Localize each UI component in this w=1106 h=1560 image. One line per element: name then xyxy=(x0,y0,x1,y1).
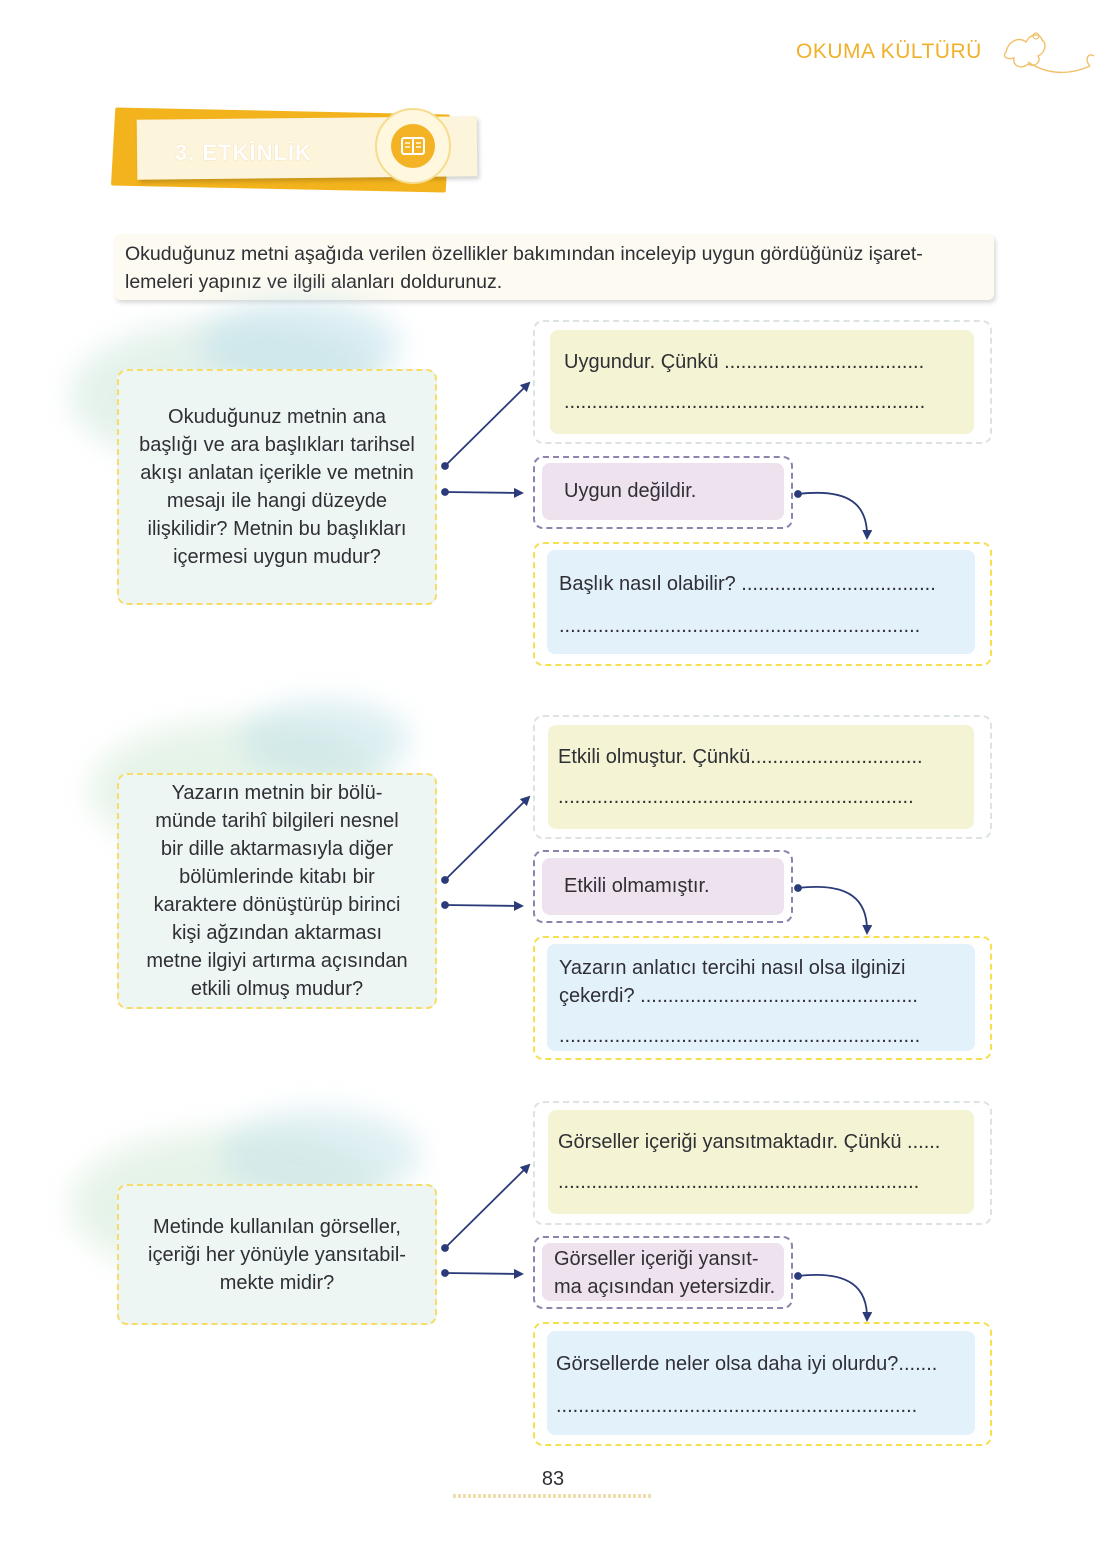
answer-line: ................................................................. xyxy=(558,1171,920,1193)
option-label: Görseller içeriği yansıt- xyxy=(554,1248,759,1270)
option-label: Etkili olmamıştır. xyxy=(564,875,710,897)
section-brand: OKUMA KÜLTÜRÜ xyxy=(796,40,982,63)
answer-line: ................................................................. xyxy=(559,615,921,637)
instructions-line: lemeleri yapınız ve ilgili alanları doldurunuz. xyxy=(125,271,503,293)
page-number: 83 xyxy=(541,1468,565,1490)
answer-line: Uygundur. Çünkü .................................... xyxy=(564,351,925,373)
instructions-line: Okuduğunuz metni aşağıda verilen özellikler bakımından inceleyip uygun gördüğünüz işaret- xyxy=(125,243,923,265)
question-line: Metinde kullanılan görseller, xyxy=(153,1215,401,1238)
option-label: Uygun değildir. xyxy=(564,480,697,502)
question-line: içeriği her yönüyle yansıtabil- xyxy=(148,1243,406,1266)
question-line: etkili olmuş mudur? xyxy=(190,978,364,1000)
arrow-to-followup xyxy=(798,887,867,933)
question-line: münde tarihî bilgileri nesnel xyxy=(155,810,399,832)
question-line: mesajı ile hangi düzeyde xyxy=(166,490,388,512)
answer-line: çekerdi? .................................................. xyxy=(559,985,918,1007)
answer-line: Görsellerde neler olsa daha iyi olurdu?....... xyxy=(556,1353,938,1375)
question-line: bölümlerinde kitabı bir xyxy=(179,866,375,888)
answer-line: Yazarın anlatıcı tercihi nasıl olsa ilginizi xyxy=(559,957,906,979)
arrow-to-negative xyxy=(445,1273,522,1274)
arrow-to-positive xyxy=(445,797,529,880)
question-line: metne ilgiyi artırma açısından xyxy=(146,950,408,972)
arrow-to-followup xyxy=(798,493,867,538)
answer-line: ................................................................ xyxy=(558,786,914,808)
arrow-to-followup xyxy=(798,1275,867,1320)
question-line: bir dille aktarmasıyla diğer xyxy=(160,838,394,860)
question-line: mekte midir? xyxy=(219,1271,335,1294)
answer-line: ................................................................. xyxy=(564,391,926,413)
question-line: karaktere dönüştürüp birinci xyxy=(153,894,401,916)
activity-title: 3. ETKİNLİK xyxy=(175,140,312,165)
question-line: başlığı ve ara başlıkları tarihsel xyxy=(139,434,415,456)
page-number-underline xyxy=(453,1494,653,1498)
answer-line: ................................................................. xyxy=(556,1395,918,1417)
answer-line: Etkili olmuştur. Çünkü............................... xyxy=(558,746,923,768)
answer-line: ................................................................. xyxy=(559,1025,921,1047)
question-line: Yazarın metnin bir bölü- xyxy=(171,782,383,804)
arrow-to-negative xyxy=(445,905,522,906)
arrow-to-positive xyxy=(445,383,529,466)
question-line: Okuduğunuz metnin ana xyxy=(168,406,386,428)
answer-line: Başlık nasıl olabilir? ................................... xyxy=(559,573,936,595)
question-line: içermesi uygun mudur? xyxy=(173,546,381,568)
answer-line: Görseller içeriği yansıtmaktadır. Çünkü ...... xyxy=(558,1131,941,1153)
option-label: ma açısından yetersizdir. xyxy=(554,1276,776,1298)
question-line: ilişkilidir? Metnin bu başlıkları xyxy=(147,518,407,540)
arrow-to-positive xyxy=(445,1165,529,1248)
question-line: akışı anlatan içerikle ve metnin xyxy=(140,462,414,484)
arrow-to-negative xyxy=(445,492,522,493)
question-line: kişi ağzından aktarması xyxy=(171,922,383,944)
